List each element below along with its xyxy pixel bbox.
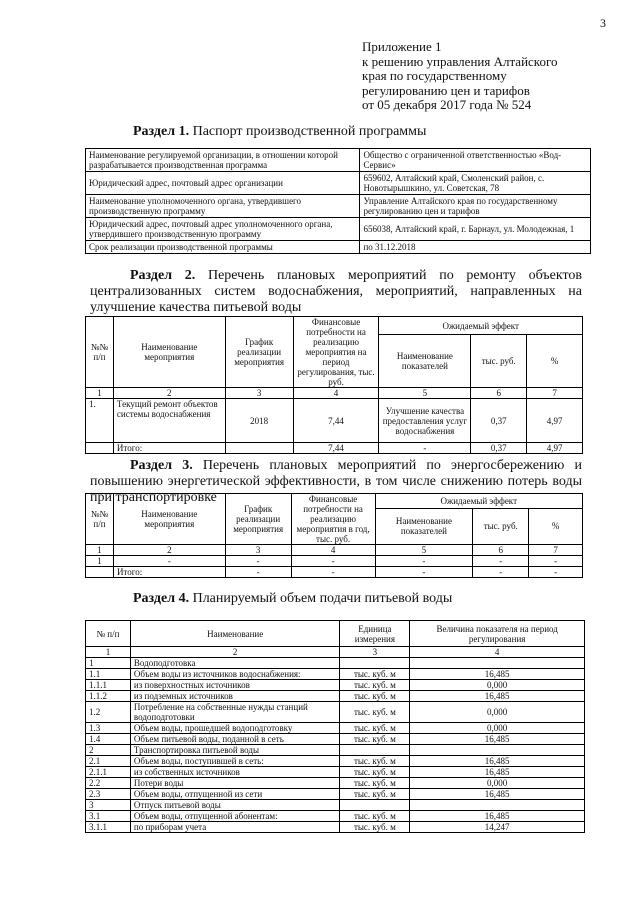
energy-measures-table — [85, 493, 583, 578]
row-value: 0,000 — [410, 778, 585, 789]
water-supply-table — [85, 620, 585, 833]
row-pct: - — [529, 556, 583, 567]
row-value — [410, 745, 585, 756]
table-row — [86, 669, 585, 680]
table-header-row — [86, 494, 583, 509]
col-number: 3 — [225, 545, 291, 556]
row-unit: тыс. куб. м — [340, 669, 410, 680]
row-unit: тыс. куб. м — [340, 734, 410, 745]
column-number-row — [86, 545, 583, 556]
row-unit — [340, 800, 410, 811]
row-num: 3.1.1 — [86, 822, 131, 833]
table-row — [86, 241, 591, 254]
col-pct-header: % — [529, 508, 583, 544]
row-value: 16,485 — [410, 811, 585, 822]
col-number: 1 — [86, 647, 131, 658]
row-value: 16,485 — [410, 789, 585, 800]
total-indicator: - — [379, 443, 471, 454]
row-num: 1.3 — [86, 723, 131, 734]
row-num: 1 — [86, 556, 114, 567]
row-num: 3.1 — [86, 811, 131, 822]
col-number: 4 — [410, 647, 585, 658]
table-row — [86, 778, 585, 789]
col-effect-header: Ожидаемый эффект — [379, 317, 583, 335]
row-name: Текущий ремонт объектов системы водоснабжения — [113, 399, 225, 443]
row-num: 2.2 — [86, 778, 131, 789]
appendix-line: к решению управления Алтайского — [362, 53, 558, 69]
row-unit: тыс. куб. м — [340, 756, 410, 767]
col-value-header: Величина показателя на период регулирования — [410, 621, 585, 647]
col-number: 4 — [291, 545, 375, 556]
row-name: Объем воды из источников водоснабжения: — [130, 669, 340, 680]
table-row — [86, 789, 585, 800]
row-num: 2.3 — [86, 789, 131, 800]
row-num: 3 — [86, 800, 131, 811]
section3-title: Перечень плановых мероприятий по энергосбережению и повышению энергетической эффективности, в том числе снижению потерь воды при транспортировке — [90, 458, 583, 505]
table-row — [86, 756, 585, 767]
row-finance: 7,44 — [293, 399, 379, 443]
passport-value: по 31.12.2018 — [360, 241, 591, 254]
col-schedule-header: График реализации мероприятия — [225, 317, 293, 388]
table-row — [86, 172, 591, 195]
row-unit — [340, 658, 410, 669]
total-pct: 4,97 — [527, 443, 583, 454]
col-number: 2 — [113, 388, 225, 399]
row-rub: - — [473, 556, 529, 567]
col-number: 7 — [529, 545, 583, 556]
row-name: Объем воды, прошедшей водоподготовку — [130, 723, 340, 734]
col-indicator-header: Наименование показателей — [379, 335, 471, 388]
total-label: Итого: — [113, 567, 225, 578]
row-num: 1.1.1 — [86, 680, 131, 691]
table-row — [86, 723, 585, 734]
col-num-header: №№ п/п — [86, 494, 114, 545]
table-row — [86, 399, 583, 443]
row-num: 1 — [86, 658, 131, 669]
passport-value: 656038, Алтайский край, г. Барнаул, ул. Молодежная, 1 — [360, 218, 591, 241]
col-num-header: № п/п — [86, 621, 131, 647]
row-unit: тыс. куб. м — [340, 680, 410, 691]
col-rub-header: тыс. руб. — [471, 335, 527, 388]
col-finance-header: Финансовые потребности на реализацию мероприятия в год, тыс. руб. — [291, 494, 375, 545]
row-num: 2.1 — [86, 756, 131, 767]
section2-heading — [90, 268, 582, 316]
row-name: Транспортировка питьевой воды — [130, 745, 340, 756]
row-value: 14,247 — [410, 822, 585, 833]
total-indicator: - — [375, 567, 473, 578]
row-name: Потребление на собственные нужды станций водоподготовки — [130, 702, 340, 723]
empty-cell — [86, 567, 114, 578]
row-unit: тыс. куб. м — [340, 723, 410, 734]
col-number: 3 — [225, 388, 293, 399]
total-label: Итого: — [113, 443, 225, 454]
col-number: 5 — [379, 388, 471, 399]
column-number-row — [86, 388, 583, 399]
total-finance: - — [291, 567, 375, 578]
col-number: 5 — [375, 545, 473, 556]
table-row — [86, 195, 591, 218]
row-num: 1.1.2 — [86, 691, 131, 702]
row-name: Потери воды — [130, 778, 340, 789]
row-indicator: Улучшение качества предоставления услуг водоснабжения — [379, 399, 471, 443]
row-name: из подземных источников — [130, 691, 340, 702]
row-name: Объем воды, отпущенной из сети — [130, 789, 340, 800]
section4-heading — [133, 591, 452, 607]
row-unit: тыс. куб. м — [340, 811, 410, 822]
row-value: 16,485 — [410, 669, 585, 680]
row-unit — [340, 745, 410, 756]
row-pct: 4,97 — [527, 399, 583, 443]
table-row — [86, 702, 585, 723]
col-rub-header: тыс. руб. — [473, 508, 529, 544]
row-value: 16,485 — [410, 756, 585, 767]
passport-name: Юридический адрес, почтовый адрес организации — [86, 172, 360, 195]
table-row — [86, 218, 591, 241]
table-row — [86, 680, 585, 691]
row-name: из поверхностных источников — [130, 680, 340, 691]
total-pct: - — [529, 567, 583, 578]
row-num: 1.4 — [86, 734, 131, 745]
passport-name: Наименование регулируемой организации, в отношении которой разрабатывается производственная программа — [86, 149, 360, 172]
col-num-header: №№ п/п — [86, 317, 114, 388]
col-number: 1 — [86, 388, 114, 399]
row-name: Объем воды, поступившей в сеть: — [130, 756, 340, 767]
row-finance: - — [291, 556, 375, 567]
col-name-header: Наименование мероприятия — [113, 494, 225, 545]
row-schedule: 2018 — [225, 399, 293, 443]
col-number: 4 — [293, 388, 379, 399]
row-num: 2 — [86, 745, 131, 756]
table-row — [86, 556, 583, 567]
total-schedule — [225, 443, 293, 454]
passport-name: Юридический адрес, почтовый адрес уполномоченного органа, утвердившего производственную программу — [86, 218, 360, 241]
row-value: 0,000 — [410, 702, 585, 723]
table-row — [86, 767, 585, 778]
section2-title: Перечень плановых мероприятий по ремонту объектов централизованных систем водоснабжения, мероприятий, направленных на улучшение качества питьевой воды — [90, 268, 582, 315]
row-num: 1.1 — [86, 669, 131, 680]
page-number: 3 — [600, 16, 606, 30]
total-rub: 0,37 — [471, 443, 527, 454]
passport-value: Общество с ограниченной ответственностью «Вод-Сервис» — [360, 149, 591, 172]
total-finance: 7,44 — [293, 443, 379, 454]
total-rub: - — [473, 567, 529, 578]
row-value — [410, 658, 585, 669]
water-supply-rows — [86, 658, 585, 833]
total-row — [86, 443, 583, 454]
section1-label: Раздел 1. — [133, 124, 190, 139]
passport-value: 659602, Алтайский край, Смоленский район, с. Новотырышкино, ул. Советская, 78 — [360, 172, 591, 195]
col-pct-header: % — [527, 335, 583, 388]
col-number: 6 — [471, 388, 527, 399]
row-unit: тыс. куб. м — [340, 691, 410, 702]
table-header-row — [86, 317, 583, 335]
section4-label: Раздел 4. — [133, 591, 190, 606]
column-number-row — [86, 647, 585, 658]
table-row — [86, 658, 585, 669]
appendix-line: края по государственному — [362, 68, 507, 83]
total-row — [86, 567, 583, 578]
row-num: 1. — [86, 399, 114, 443]
row-name: по приборам учета — [130, 822, 340, 833]
col-number: 2 — [113, 545, 225, 556]
table-row — [86, 691, 585, 702]
appendix-line: Приложение 1 — [362, 39, 442, 54]
table-row — [86, 734, 585, 745]
row-value: 16,485 — [410, 691, 585, 702]
section1-title: Паспорт производственной программы — [192, 124, 427, 139]
section4-title: Планируемый объем подачи питьевой воды — [192, 591, 453, 606]
passport-value: Управление Алтайского края по государственному регулированию цен и тарифов — [360, 195, 591, 218]
col-unit-header: Единица измерения — [340, 621, 410, 647]
repair-measures-table — [85, 316, 583, 454]
row-name: Объем питьевой воды, поданной в сеть — [130, 734, 340, 745]
col-name-header: Наименование — [130, 621, 340, 647]
passport-name: Срок реализации производственной программы — [86, 241, 360, 254]
col-finance-header: Финансовые потребности на реализацию мероприятия на период регулирования, тыс. руб. — [293, 317, 379, 388]
empty-cell — [86, 443, 114, 454]
section3-label: Раздел 3. — [130, 458, 193, 473]
table-header-row — [86, 621, 585, 647]
col-schedule-header: График реализации мероприятия — [225, 494, 291, 545]
row-unit: тыс. куб. м — [340, 822, 410, 833]
appendix-line: регулированию цен и тарифов — [362, 82, 530, 98]
col-number: 2 — [130, 647, 340, 658]
section2-label: Раздел 2. — [130, 268, 196, 283]
col-name-header: Наименование мероприятия — [113, 317, 225, 388]
row-value: 16,485 — [410, 734, 585, 745]
appendix-block — [362, 40, 612, 113]
total-schedule: - — [225, 567, 291, 578]
col-number: 6 — [473, 545, 529, 556]
row-num: 2.1.1 — [86, 767, 131, 778]
passport-table — [85, 148, 591, 254]
section1-heading — [133, 124, 426, 140]
table-row — [86, 149, 591, 172]
row-value: 0,000 — [410, 680, 585, 691]
col-indicator-header: Наименование показателей — [375, 508, 473, 544]
col-number: 1 — [86, 545, 114, 556]
row-name: Объем воды, отпущенной абонентам: — [130, 811, 340, 822]
row-unit: тыс. куб. м — [340, 702, 410, 723]
table-row — [86, 822, 585, 833]
row-name: Водоподготовка — [130, 658, 340, 669]
row-num: 1.2 — [86, 702, 131, 723]
row-unit: тыс. куб. м — [340, 789, 410, 800]
row-unit: тыс. куб. м — [340, 778, 410, 789]
row-value — [410, 800, 585, 811]
passport-name: Наименование уполномоченного органа, утвердившего производственную программу — [86, 195, 360, 218]
col-effect-header: Ожидаемый эффект — [375, 494, 583, 509]
table-row — [86, 800, 585, 811]
table-row — [86, 811, 585, 822]
row-unit: тыс. куб. м — [340, 767, 410, 778]
col-number: 3 — [340, 647, 410, 658]
row-name: из собственных источников — [130, 767, 340, 778]
row-indicator: - — [375, 556, 473, 567]
appendix-line: от 05 декабря 2017 года № 524 — [362, 97, 532, 112]
row-schedule: - — [225, 556, 291, 567]
col-number: 7 — [527, 388, 583, 399]
table-row — [86, 745, 585, 756]
row-name: Отпуск питьевой воды — [130, 800, 340, 811]
row-name: - — [113, 556, 225, 567]
row-value: 16,485 — [410, 767, 585, 778]
row-rub: 0,37 — [471, 399, 527, 443]
row-value: 0,000 — [410, 723, 585, 734]
